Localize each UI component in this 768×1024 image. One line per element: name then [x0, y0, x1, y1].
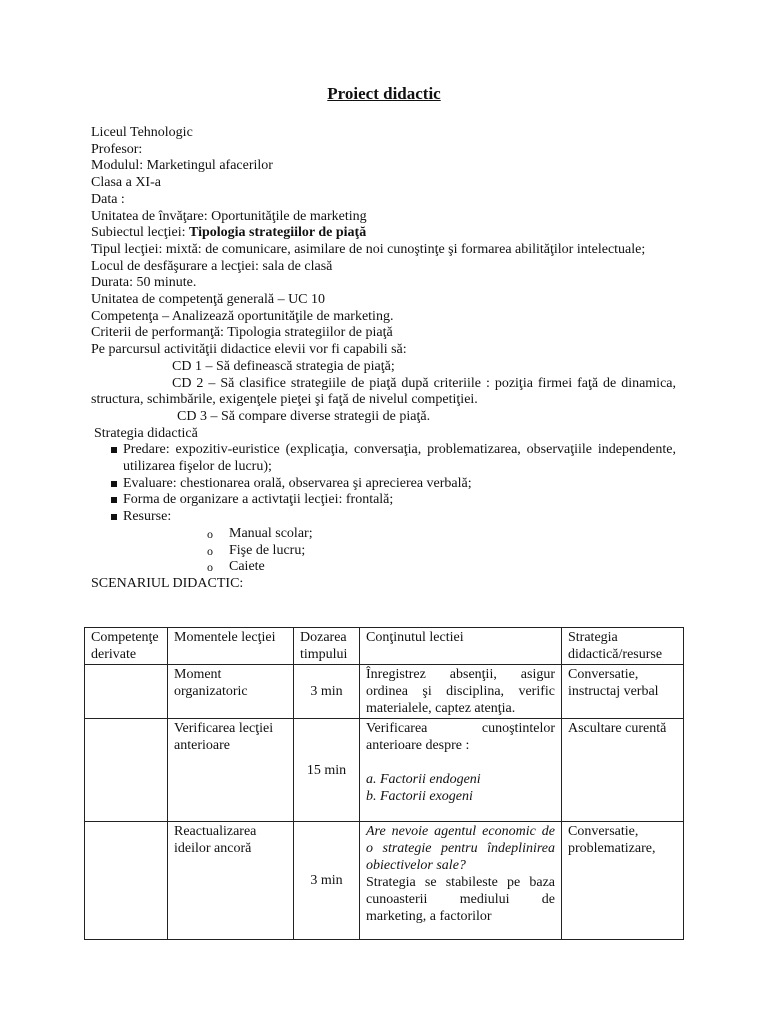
table-header-row — [85, 628, 684, 665]
cell-moment: Moment organizatoric — [168, 665, 294, 719]
header-strategia: Strategia didactică/resurse — [562, 628, 684, 665]
continut-item: b. Factorii exogeni — [366, 789, 473, 804]
scenario-table — [84, 627, 684, 940]
strategy-list — [91, 442, 676, 526]
cell-continut: Înregistrez absenţii, asigur ordinea şi disciplina, verific materialele, captez atenţia. — [360, 665, 562, 719]
document-title: Proiect didactic — [327, 84, 441, 103]
cell-moment: Reactualizarea ideilor ancoră — [168, 822, 294, 940]
module-line: Modulul: Marketingul afacerilor — [91, 158, 273, 174]
subject-line — [91, 225, 676, 242]
resource-item: o Caiete — [207, 559, 676, 576]
competence-unit-line: Unitatea de competenţă generală – UC 10 — [91, 292, 326, 308]
cell-moment: Verificarea lecţiei anterioare — [168, 719, 294, 822]
strategy-item-evaluation: Evaluare: chestionarea orală, observarea şi aprecierea verbală; — [111, 476, 676, 493]
performance-criteria-line: Criterii de performanţă: Tipologia strategiilor de piaţă — [91, 325, 393, 341]
table-row — [85, 822, 684, 940]
teacher-line: Profesor: — [91, 141, 143, 157]
strategy-item-organization: Forma de organizare a activtaţii lecţiei: frontală; — [111, 492, 676, 509]
continut-item: a. Factorii endogeni — [366, 772, 481, 787]
lesson-type-line: Tipul lecţiei: mixtă: de comunicare, asimilare de noi cunoştinţe şi formarea abilităţilor intelectuale; — [91, 241, 646, 257]
cell-competente — [85, 665, 168, 719]
cell-competente — [85, 719, 168, 822]
objective-cd3: CD 3 – Să compare diverse strategii de piaţă. — [177, 408, 431, 424]
subject-value: Tipologia strategiilor de piaţă — [188, 225, 367, 241]
header-dozarea: Dozarea timpului — [294, 628, 360, 665]
date-line: Data : — [91, 191, 125, 207]
strategy-item-resources: Resurse: — [111, 509, 676, 526]
strategy-heading: Strategia didactică — [94, 425, 198, 441]
subject-label: Subiectul lecţiei: — [91, 225, 189, 241]
cell-strategie: Ascultare curentă — [562, 719, 684, 822]
continut-text: Verificarea cunoştintelor anterioare despre : — [366, 721, 555, 753]
cell-strategie: Conversatie, problematizare, — [562, 822, 684, 940]
cell-continut — [360, 822, 562, 940]
cell-timp: 3 min — [294, 822, 360, 940]
school-name: Liceul Tehnologic — [91, 125, 193, 140]
header-continut: Conţinutul lectiei — [360, 628, 562, 665]
lesson-plan-header — [91, 125, 676, 593]
cell-competente — [85, 822, 168, 940]
resource-item: o Manual scolar; — [207, 526, 676, 543]
cell-timp: 3 min — [294, 665, 360, 719]
table-row — [85, 665, 684, 719]
resource-item: o Fişe de lucru; — [207, 543, 676, 560]
header-competente: Competenţe derivate — [85, 628, 168, 665]
location-line: Locul de desfăşurare a lecţiei: sala de clasă — [91, 258, 333, 274]
table-row — [85, 719, 684, 822]
strategy-item-teaching: Predare: expozitiv-euristice (explicaţia, conversaţia, problematizarea, observaţiile independente, utilizarea fişelor de lucru); — [111, 442, 676, 475]
learning-unit-line: Unitatea de învăţare: Oportunităţile de marketing — [91, 208, 367, 224]
objective-cd1: CD 1 – Să definească strategia de piaţă; — [172, 358, 395, 374]
continut-text: Strategia se stabileste pe baza cunoasterii mediului de marketing, a factorilor — [366, 875, 555, 924]
header-momente: Momentele lecţiei — [168, 628, 294, 665]
class-line: Clasa a XI-a — [91, 175, 161, 191]
resources-list — [91, 526, 676, 576]
objectives-intro-line: Pe parcursul activităţii didactice elevii vor fi capabili să: — [91, 342, 407, 358]
cell-continut — [360, 719, 562, 822]
cell-timp: 15 min — [294, 719, 360, 822]
continut-question: Are nevoie agentul economic de o strategie pentru îndeplinirea obiectivelor sale? — [366, 824, 555, 873]
competence-line: Competenţa – Analizează oportunităţile de marketing. — [91, 308, 394, 324]
cell-strategie: Conversatie, instructaj verbal — [562, 665, 684, 719]
duration-line: Durata: 50 minute. — [91, 275, 197, 291]
scenario-heading: SCENARIUL DIDACTIC: — [91, 575, 244, 591]
objective-cd2: CD 2 – Să clasifice strategiile de piaţă după criteriile : poziţia firmei faţă de dinamica, structura, schimbările, exigenţele pieţei şi faţă de nivelul competiţiei. — [91, 375, 676, 408]
